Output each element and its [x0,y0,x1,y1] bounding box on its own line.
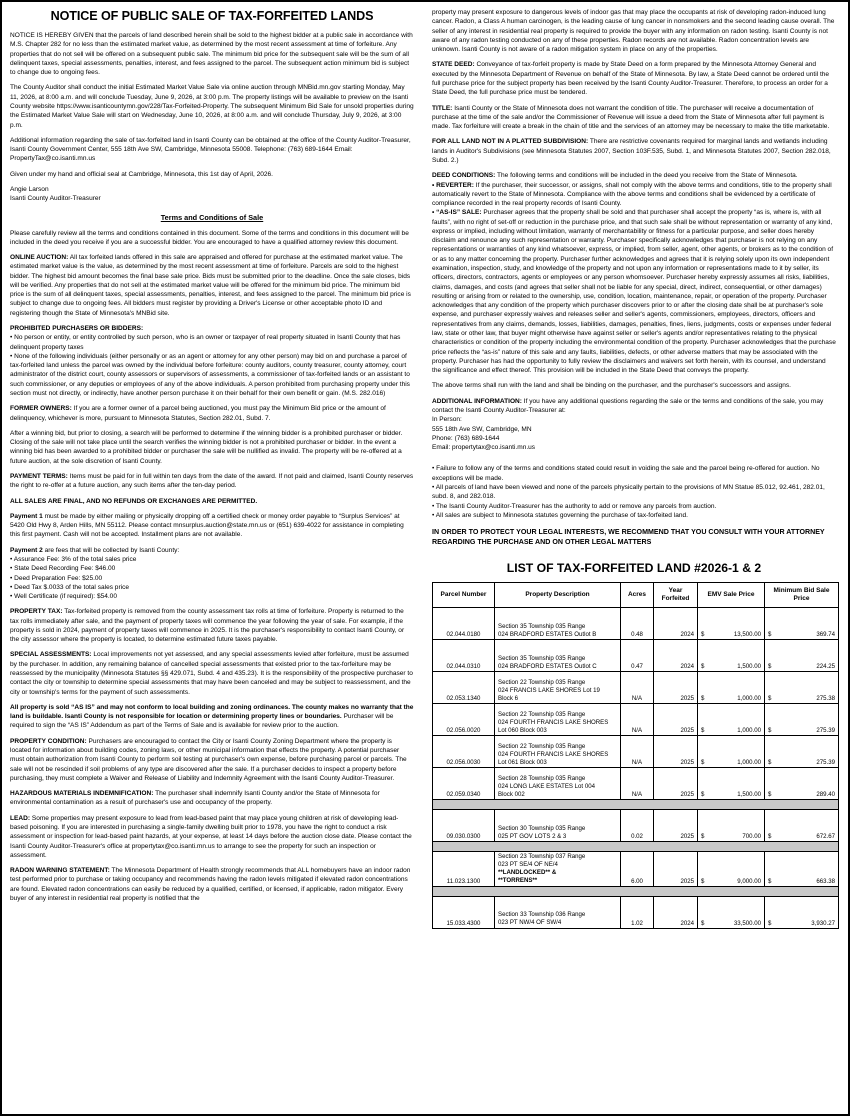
radon-warning-text: The Minnesota Department of Health strongly recommends that ALL homebuyers have an indoor radon test performed prior to purchase or taking occupancy and recommends having the radon levels mitigated if elevated radon concentrations are found. Elevated radon concentrations can easily be reduced by a qualified, certified, or licensed, if applicable, radon mitigator. Every buyer of any interest in residential real property is notified that the [10,867,411,902]
as-is-sale-text: Purchaser agrees that the property shall be sold and that purchaser shall accept the property “as is, where is, with all faults”, with no right of set-off or reduction in the purchase price, and that such sale shall be without representation or warranty of any kind, express or implied, including without limitation, warranty of merchantability or fitness for a particular purpose, and seller does hereby disclaim and renounce any such representation or warranty. Purchaser specifically acknowledges that purchaser is not relying on any representations or warranties of any kind whatsoever, express, or implied, from seller, agent, other agents, or brokers as to the condition of or as to any matter concerning the property. Purchaser further acknowledges and agrees that it is relying solely upon its own independent examination, inspection, study, and knowledge of the property and not upon any information or representations made to it by seller, its officers, directors, contractors, agents or employees or any person whomsoever. Purchaser hereby expressly assumes all risks, liabilities, claims, damages, and costs (and agrees that seller shall not be liable for any special, direct, indirect, consequential, or other damages) resulting or arising from or related to the ownership, use, condition, location, maintenance, repair, or operation of the property. Purchaser acknowledges that any condition of the property which purchaser discovers prior to or after the closing date shall be at purchaser's sole expense, and purchaser expressly waives and releases seller and seller's agents, commissioners, employees, directors, officers and representatives from any claims, demands, losses, liabilities, damages, penalties, fines, liens, judgments, costs or expenses under federal law, state or other law, that buyer might otherwise have against seller or seller's agents and/or representatives relating to the physical characteristics or condition of the property including the environmental condition of the property. Purchaser acknowledges that the purchase price reflects the “as-is” nature of this sale and any faults, liabilities, defects, or other adverse matters that may be associated with the property. Purchaser has had the opportunity to fully review the disclaimers and waivers set forth herein, with its counsel, and understand the significance and effect thereof. This provision will be included in the State Deed that conveys the property. [432,209,836,375]
cell-year-forfeited: 2025 [654,852,698,887]
land-table-title: LIST OF TAX-FORFEITED LAND #2026-1 & 2 [506,561,762,576]
separator-cell [433,887,839,897]
cell-minimum-bid-sale-price: $ 289.40 [765,768,839,800]
cell-property-description [495,640,621,672]
description-line: Section 23 Township 037 Range [498,853,586,861]
description-line: 024 LONG LAKE ESTATES Lot 004 [498,782,595,790]
section-title [432,104,836,132]
property-condition-label: PROPERTY CONDITION: [10,737,87,745]
cell-parcel-number: 02.059.0340 [433,768,495,800]
reverter-text: If the purchaser, their successor, or assigns, shall not comply with the above terms and conditions, title to the property shall automatically revert to the State of Minnesota. Compliance with the above terms and conditions shall be evidenced by a certificate of compliance recorded in the real property records of Isanti County. [432,181,832,208]
section-platted-subdivision [432,137,836,165]
section-state-deed [432,60,836,97]
description-line: Section 30 Township 035 Range [498,824,586,832]
cell-minimum-bid-sale-price: $ 369.74 [765,608,839,640]
description-line: Section 33 Township 036 Range [498,911,586,919]
deed-conditions-text: The following terms and conditions will be included in the deed you receive from the State of Minnesota. [495,172,798,180]
description-line: Lot 061 Block 003 [498,758,547,766]
hazardous-materials-label: HAZARDOUS MATERIALS INDEMNIFICATION: [10,790,154,798]
cell-parcel-number: 02.053.1340 [433,672,495,704]
separator-cell [433,800,839,810]
cell-emv-sale-price: $ 1,000.00 [698,672,765,704]
cell-emv-sale-price: $ 1,500.00 [698,768,765,800]
description-line: Section 35 Township 035 Range [498,654,586,662]
cell-property-description [495,608,621,640]
section-additional-information [432,397,836,416]
cell-acres: 0.47 [621,640,654,672]
fee-item: • Deed Tax $.0033 of the total sales price [10,583,129,591]
fee-item: • State Deed Recording Fee: $46.00 [10,565,116,573]
payment-terms-label: PAYMENT TERMS: [10,472,68,480]
section-property-condition [10,737,414,783]
table-row [433,640,839,672]
description-line: Block 6 [498,694,518,702]
cell-parcel-number: 09.030.0300 [433,810,495,842]
currency-symbol: $ [701,833,705,841]
currency-symbol: $ [701,631,705,639]
table-group-separator [433,887,839,897]
cell-year-forfeited: 2024 [654,608,698,640]
cell-emv-sale-price: $ 1,500.00 [698,640,765,672]
currency-symbol: $ [701,663,705,671]
column-header-parcel-number: Parcel Number [433,583,495,608]
cell-year-forfeited: 2025 [654,704,698,736]
column-header-year-forfeited: Year Forfeited [654,583,698,608]
column-header-minimum-bid-sale-price: Minimum Bid Sale Price [765,583,839,608]
special-assessments-text: Local improvements not yet assessed, and any special assessments levied after forfeiture, must be assumed by the purchaser. In addition, any remaining balance of cancelled special assessments that existed prior to the tax-forfeiture may be reassessed by the municipality (Minnesota Statutes §§ 429.071, Subd. 4 and 435.23). It is the responsibility of the prospective purchaser to contact the city or township to determine special assessments that may have been canceled and may be subject to reassessment, and the city or township's terms for the payment of such assessments. [10,651,413,696]
currency-symbol: $ [701,791,705,799]
prohibited-bullet-2: • None of the following individuals (either personally or as an agent or attorney for any other person) may bid on and purchase a parcel of tax-forfeited land unless the parcel was owned by the individual before forfeiture: county auditors, county treasurer, county attorney, court administrator of the district court, county assessors or supervisors of assessments, a commissioner of tax-forfeited lands or an assistant to such commissioner, or any deputies or employees of any of the above individuals. A person prohibited from purchasing property under this section must not directly, or indirectly, have another person purchase it on their behalf for their own benefit or gain. (M.S. 282.016) [10,352,410,397]
section-reverter [432,181,836,209]
cell-property-description [495,736,621,768]
section-hazardous-materials [10,789,414,808]
cell-year-forfeited: 2025 [654,736,698,768]
online-auction-text: All tax forfeited lands offered in this sale are appraised and offered for purchase at the estimated market value. The estimated market value is the value, as determined by the most recent assessment at time of forfeiture. Parcels are sold to the highest bidder. The highest bid amount becomes the final base sale price. Bids must be submitted prior to the deadline. Once the sale closes, bids will be verified. Any properties that do not sell at the estimated market value will be offered for the minimum bid price. The minimum bid price is the sum of all delinquent taxes, special assessments, penalties, interest, and fees assigned to the parcel. The minimum bid price is subject to change due to ongoing fees. All bidders must register by providing a Driver's License or other acceptable photo ID and registering though the State of Minnesota's MNBid site. [10,254,411,317]
additional-information-text: If you have any additional questions regarding the sale or the terms and conditions of the sale, you may contact the Isanti County Auditor-Treasurer at: [432,397,824,414]
section-as-is-sale [432,208,836,375]
cell-acres: 0.48 [621,608,654,640]
final-bullet-item: • The Isanti County Auditor-Treasurer has the authority to add or remove any parcels from auction. [432,502,717,510]
fee-item: • Deed Preparation Fee: $25.00 [10,574,103,582]
paragraph-radon-continued: property may present exposure to dangerous levels of indoor gas that may place the occupants at risk of developing radon-induced lung cancer. Radon, a Class A human carcinogen, is the leading cause of lung cancer in nonsmokers and the second leading cause overall. The seller of any interest in residential real property is required to provide the buyer with any information on radon testing. Isanti County is not aware of any radon testing conducted on any of these properties. Radon records are not available. Radon concentration levels are unknown. Isanti County is not aware of a radon mitigation system in place on any of the properties. [432,9,835,54]
cell-emv-sale-price: $ 1,000.00 [698,704,765,736]
table-row [433,810,839,842]
description-line: Section 22 Township 035 Range [498,710,586,718]
currency-symbol: $ [768,631,772,639]
property-tax-text: Tax-forfeited property is removed from the county assessment tax rolls at time of forfeiture. Property is returned to the tax rolls immediately after sale, and the payment of property taxes will commence the year following the year of sale. For example, if the property is sold in 2024, payment of property taxes will commence in 2025. It is the purchaser's responsibility to contact Isanti County, or the city assessor where the property is located, to determine estimated future taxes payable. [10,608,405,644]
property-tax-label: PROPERTY TAX: [10,608,63,616]
table-group-separator [433,842,839,852]
cell-emv-sale-price: $ 9,000.00 [698,852,765,887]
cell-property-description [495,704,621,736]
contact-phone: Phone: (763) 689-1644 [432,434,500,442]
description-line: Section 22 Township 035 Range [498,742,586,750]
currency-symbol: $ [701,878,705,886]
description-line-emphasis: **TORRENS** [498,877,538,885]
paragraph-additional-information: Additional information regarding the sale of tax-forfeited land in Isanti County can be obtained at the office of the County Auditor-Treasurer, Isanti County Government Center, 555 18th Ave SW, Cambridge, Minnesota 55008. Telephone: (763) 689-1644 Email: PropertyTax@co.isanti.mn.us [10,136,411,163]
cell-emv-sale-price: $ 700.00 [698,810,765,842]
section-former-owners [10,404,414,423]
signer-title: Isanti County Auditor-Treasurer [10,195,101,203]
table-row [433,768,839,800]
description-line: Block 002 [498,790,525,798]
section-online-auction [10,253,414,318]
lead-text: Some properties may present exposure to lead from lead-based paint that may place young children at risk of developing lead-based poisoning. If you are interested in purchasing a single-family dwelling built prior to 1978, you have the right to conduct a risk assessment or inspection for lead-based paint hazards, at your expense, at least 14 days before the auction close date. Please contact the Isanti County Auditor-Treasurer's office at propertytax@co.isanti.mn.us to arrange to see the property for such an inspection or assessment. [10,814,412,859]
paragraph-official-seal: Given under my hand and official seal at Cambridge, Minnesota, this 1st day of April, 2026. [10,170,273,178]
description-line: Section 28 Township 035 Range [498,774,586,782]
section-as-is-property [10,703,414,731]
table-row [433,672,839,704]
paragraph-winning-bid-search: After a winning bid, but prior to closing, a search will be performed to determine if the winning bidder is a prohibited purchaser or bidder. Closing of the sale will not take place until the search verifies the winning bidder is not a prohibited purchaser or bidder. In the event a winning bid has been awarded to a prohibited bidder or purchaser the sale will be nullified as invalid. The property will be re-offered at a future auction, at the sole discretion of Isanti County. [10,429,403,465]
cell-minimum-bid-sale-price: $ 224.25 [765,640,839,672]
fee-item: • Well Certificate (if required): $54.00 [10,593,117,601]
cell-minimum-bid-sale-price: $ 672.67 [765,810,839,842]
currency-symbol: $ [768,920,772,928]
cell-acres: 1.02 [621,897,654,929]
description-line: Section 35 Township 035 Range [498,622,586,630]
description-line: Lot 060 Block 003 [498,726,547,734]
title-label: TITLE: [432,104,453,112]
table-row [433,608,839,640]
currency-symbol: $ [701,920,705,928]
tax-forfeited-land-table [432,582,839,929]
state-deed-text: Conveyance of tax-forfeit property is made by State Deed on a form prepared by the Minnesota Attorney General and executed by the Minnesota Department of Revenue on behalf of the State of Minnesota. By law, a State Deed cannot be ordered until the full purchase price for the subject property has been received by the Isanti County Auditor-Treasurer. Therefore, to process an order for a State Deed, the full purchase price must be tendered. [432,61,830,97]
section-radon-warning [10,866,414,903]
radon-warning-label: RADON WARNING STATEMENT: [10,867,110,875]
title-text: Isanti County or the State of Minnesota does not warrant the condition of title. The purchaser will receive a documentation of purchase at the time of the sale and/or the Commissioner of Revenue will issue a deed from the State of Minnesota after full payment is made. Tax forfeiture will create a break in the chain of title and the services of an attorney may be necessary to make the title marketable. [432,104,830,131]
cell-year-forfeited: 2024 [654,640,698,672]
table-row [433,852,839,887]
cell-parcel-number: 11.023.1300 [433,852,495,887]
terms-and-conditions-heading: Terms and Conditions of Sale [160,212,264,222]
final-conditions-bullets [432,464,836,520]
platted-subdivision-label: FOR ALL LAND NOT IN A PLATTED SUBDIVISION: [432,138,589,146]
cell-acres: 0.02 [621,810,654,842]
additional-information-label: ADDITIONAL INFORMATION: [432,397,522,405]
cell-year-forfeited: 2025 [654,768,698,800]
cell-minimum-bid-sale-price: $ 275.38 [765,672,839,704]
description-line: 024 BRADFORD ESTATES Outlot C [498,662,597,670]
table-group-separator [433,800,839,810]
cell-minimum-bid-sale-price: $ 275.39 [765,736,839,768]
special-assessments-label: SPECIAL ASSESSMENTS: [10,651,92,659]
section-special-assessments [10,650,414,696]
currency-symbol: $ [768,727,772,735]
currency-symbol: $ [768,878,772,886]
platted-subdivision-text: There are restrictive covenants required for marginal lands and wetlands including lands in Auditor's Subdivisions (see Minnesota Statutes 2007, Section 103F.535, Subd. 1, and Minnesota Statutes 2007, Section 282.018, Subd. 2.) [432,138,831,164]
payment-2-text: are fees that will be collected by Isanti County: [42,546,180,554]
former-owners-label: FORMER OWNERS: [10,405,72,413]
as-is-remaining-text: Purchaser will be required to sign the “AS IS” Addendum as part of the Terms of Sale and is available for review prior to the auction. [10,713,394,730]
cell-emv-sale-price: $ 13,500.00 [698,608,765,640]
cell-parcel-number: 02.044.0180 [433,608,495,640]
cell-minimum-bid-sale-price: $ 3,930.27 [765,897,839,929]
final-bullet-item: • All parcels of land have been viewed and none of the parcels physically pertain to the provisions of MN Statue 85.012, 92.461, 282.01, subd. 8, and 282.018. [432,483,825,501]
payment-1-text: must be made by either mailing or physically dropping off a certified check or money order payable to “Surplus Services” at 5420 Old Hwy 8, Arden Hills, MN 55112. Please contact mnsurplus.auction@state.mn.us or (651) 639-4022 for assistance in completing this first payment. Cash will not be accepted. Installment plans are not available. [10,512,404,539]
table-body [433,608,839,929]
paragraph-review-terms: Please carefully review all the terms and conditions contained in this document. Some of the terms and conditions in this document will be included in the deed you receive if you are a successful bidder. You are encouraged to have a qualified attorney review this document. [10,229,409,246]
currency-symbol: $ [768,833,772,841]
section-deed-conditions [432,171,836,180]
all-sales-final-notice: ALL SALES ARE FINAL, AND NO REFUNDS OR EXCHANGES ARE PERMITTED. [10,497,258,505]
table-row [433,897,839,929]
final-bullet-item: • Failure to follow any of the terms and conditions stated could result in voiding the sale and the parcel being re-offered for auction. No exceptions will be made. [432,465,820,482]
online-auction-label: ONLINE AUCTION: [10,254,69,262]
column-header-emv-sale-price: EMV Sale Price [698,583,765,608]
description-line-emphasis: **LANDLOCKED** & [498,869,557,877]
table-header [433,583,839,608]
former-owners-text: If you are a former owner of a parcel being auctioned, you must pay the Minimum Bid price or the amount of delinquency, whichever is more, pursuant to Minnesota Statutes, Section 282.01, Subd. 7. [10,405,386,422]
description-line: 023 PT NW/4 OF SW/4 [498,919,562,927]
paragraph-county-auditor-auction: The County Auditor shall conduct the initial Estimated Market Value Sale via online auction through MNBid.mn.gov starting Monday, May 11, 2026, at 8:00 a.m. and will conclude Tuesday, June 9, 2026, at 3:00 p.m. The property listings will be available to preview on the Isanti County website https://www.isanticountymn.gov/228/Tax-Forfeited-Property. The subsequent Minimum Bid Sale for unsold properties during the Estimated Market Value Sale will start on Wednesday, June 10, 2026, at 8:00 a.m. and will conclude Thursday, July 9, 2026, at 3:00 p.m. [10,84,414,129]
cell-year-forfeited: 2025 [654,810,698,842]
cell-property-description [495,852,621,887]
cell-acres: N/A [621,768,654,800]
contact-email: Email: propertytax@co.isanti.mn.us [432,444,536,452]
cell-year-forfeited: 2025 [654,672,698,704]
currency-symbol: $ [768,759,772,767]
currency-symbol: $ [768,791,772,799]
payment-2-label: Payment 2 [10,546,43,554]
description-line: 025 PT GOV LOTS 2 & 3 [498,832,567,840]
fee-item: • Assurance Fee: 3% of the total sales price [10,555,137,563]
description-line: 023 PT SE/4 OF NE/4 [498,861,558,869]
paragraph-notice-given: NOTICE IS HEREBY GIVEN that the parcels of land described herein shall be sold to the highest bidder at a public sale in accordance with M.S. Chapter 282 for no less than the estimated market value, as determined by the most recent assessment at time of forfeiture. Any properties that do not sell will be offered on a subsequent public sale. The minimum bid price for the subsequent sale will be the sum of all delinquent taxes, special assessments, penalties, interest, and fees assigned to the parcel. The subsequent action minimum bid is subject to change due to ongoing fees. [10,32,413,77]
cell-parcel-number: 15.033.4300 [433,897,495,929]
payment-1-label: Payment 1 [10,512,43,520]
description-line: 024 FOURTH FRANCIS LAKE SHORES [498,718,609,726]
column-header-acres: Acres [621,583,654,608]
description-line: 024 FOURTH FRANCIS LAKE SHORES [498,750,609,758]
state-deed-label: STATE DEED: [432,61,475,69]
description-line: Section 22 Township 035 Range [498,678,586,686]
final-bullet-item: • All sales are subject to Minnesota statutes governing the purchase of tax-forfeited land. [432,511,688,519]
currency-symbol: $ [701,759,705,767]
page-title: NOTICE OF PUBLIC SALE OF TAX-FORFEITED LANDS [50,9,374,23]
deed-conditions-label: DEED CONDITIONS: [432,172,496,180]
legal-advice-notice: IN ORDER TO PROTECT YOUR LEGAL INTERESTS, WE RECOMMEND THAT YOU CONSULT WITH YOUR ATTORNEY REGARDING THE PURCHASE AND ON OTHER LEGAL MATTERS [432,528,825,547]
cell-acres: N/A [621,704,654,736]
prohibited-purchasers-bullets [10,333,414,398]
as-is-sale-label: • “AS-IS” SALE: [432,209,482,217]
contact-in-person-label: In Person: [432,416,462,424]
currency-symbol: $ [701,727,705,735]
section-lead [10,814,414,860]
prohibited-purchasers-heading: PROHIBITED PURCHASERS OR BIDDERS: [10,325,144,333]
section-payment-2 [10,546,414,555]
cell-emv-sale-price: $ 33,500.00 [698,897,765,929]
signer-name: Angie Larson [10,185,49,193]
cell-minimum-bid-sale-price: $ 663.38 [765,852,839,887]
property-condition-text: Purchasers are encouraged to contact the City or Isanti County Zoning Department where the property is located for information about building codes, zoning laws, or other municipal information that effects the property. A potential purchaser must obtain authorization from Isanti County to perform soil testing at purchaser's own expense, before purchasing parcel or parcels. The sale will not be rescinded if soil problems of any type are discovered after the sale. If a purchaser decides to inspect a property before purchasing, they must complete a Waiver and Release of Liability and Indemnity Agreement with the Isanti County Auditor-Treasurer. [10,737,407,782]
contact-details-block [432,415,836,452]
two-column-layout [10,8,840,1110]
currency-symbol: $ [701,695,705,703]
paragraph-run-with-land: The above terms shall run with the land and shall be binding on the purchaser, and the purchaser's successors and assigns. [432,382,791,390]
contact-address: 555 18th Ave SW, Cambridge, MN [432,425,532,433]
as-is-bold-statement: All property is sold “AS IS” and may not conform to local building and zoning ordinances. The county makes no warranty that the land is buildable. Isanti County is not responsible for location or determining property lines or boundaries. [10,703,414,721]
table-header-row [433,583,839,608]
cell-acres: N/A [621,736,654,768]
cell-minimum-bid-sale-price: $ 275.39 [765,704,839,736]
cell-year-forfeited: 2024 [654,897,698,929]
column-header-property-description: Property Description [495,583,621,608]
section-payment-terms [10,472,414,491]
cell-acres: 6.00 [621,852,654,887]
description-line: 024 BRADFORD ESTATES Outlot B [498,630,597,638]
separator-cell [433,842,839,852]
cell-property-description [495,672,621,704]
hazardous-materials-text: The purchaser shall indemnify Isanti County and/or the State of Minnesota for environmental contamination as a result of purchaser's use and occupancy of the property. [10,790,380,807]
lead-label: LEAD: [10,814,31,822]
table-row [433,704,839,736]
cell-parcel-number: 02.056.0030 [433,736,495,768]
table-row [433,736,839,768]
payment-terms-text: Items must be paid for in full within ten days from the date of the award. If not paid and claimed, Isanti County reserves the right to re-offer at a future auction, any such items after the ten-day period. [10,472,414,490]
left-column [10,8,416,1110]
cell-property-description [495,768,621,800]
description-line: 024 FRANCIS LAKE SHORES Lot 19 [498,686,600,694]
section-property-tax [10,607,414,644]
cell-property-description [495,897,621,929]
section-payment-1 [10,512,414,540]
cell-property-description [495,810,621,842]
cell-parcel-number: 02.056.0020 [433,704,495,736]
county-fee-list [10,555,414,601]
right-column [430,8,836,1110]
cell-parcel-number: 02.044.0310 [433,640,495,672]
currency-symbol: $ [768,695,772,703]
prohibited-bullet-1: • No person or entity, or entity controlled by such person, who is an owner or taxpayer of real property situated in Isanti County that has delinquent property taxes [10,334,401,351]
reverter-label: • REVERTER: [432,181,474,189]
cell-emv-sale-price: $ 1,000.00 [698,736,765,768]
currency-symbol: $ [768,663,772,671]
cell-acres: N/A [621,672,654,704]
